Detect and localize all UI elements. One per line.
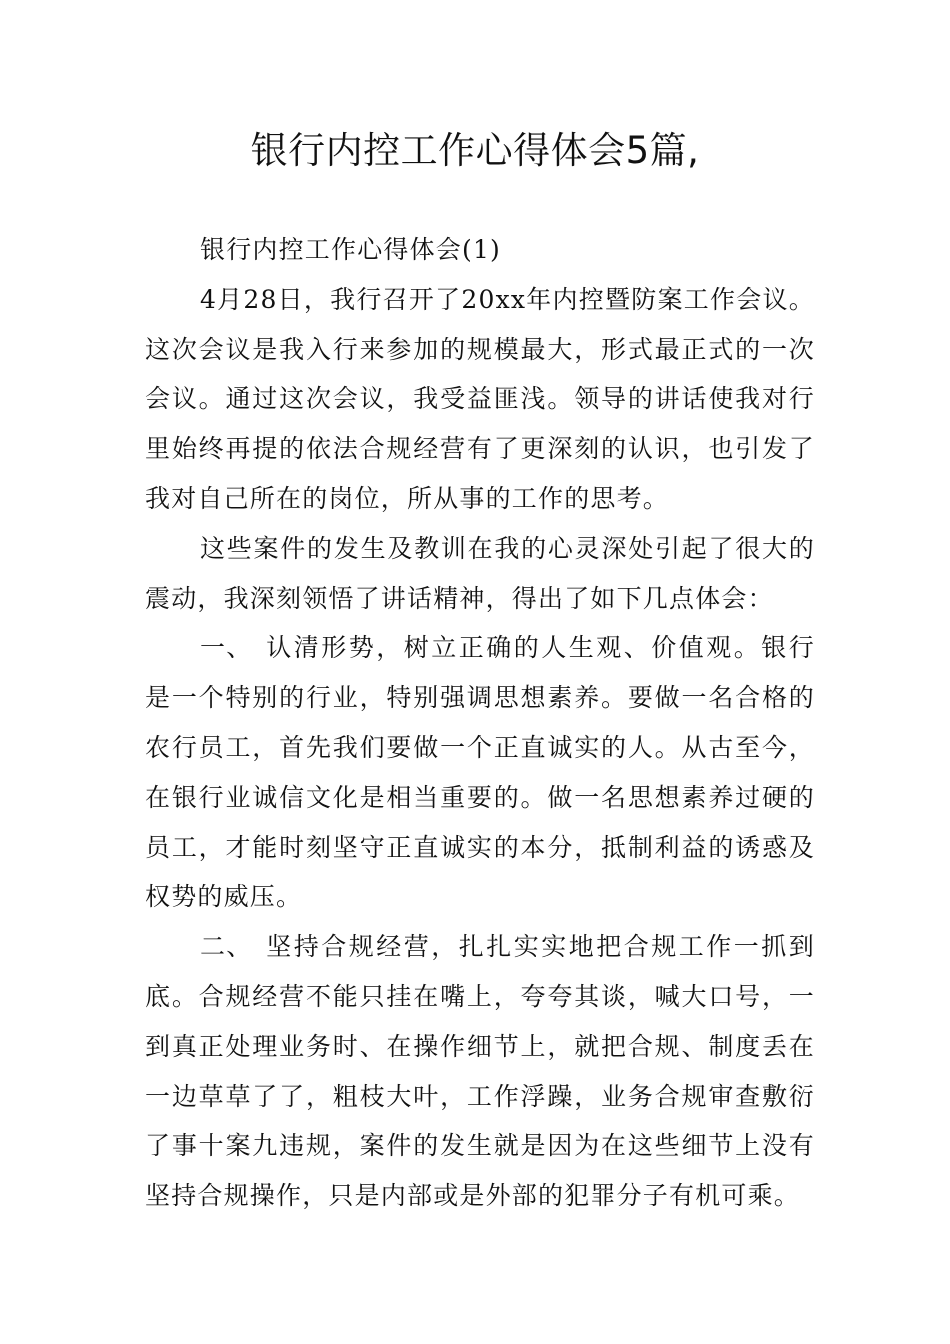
list-item-1 (145, 623, 815, 922)
item-text: 坚持合规经营，扎扎实实地把合规工作一抓到底。合规经营不能只挂在嘴上，夸夸其谈，喊大口号，一到真正处理业务时、在操作细节上，就把合规、制度丢在一边草草了了，粗枝大叶，工作浮躁，业务合规审查敷衍了事十案九违规，案件的发生就是因为在这些细节上没有坚持合规操作，只是内部或是外部的犯罪分子有机可乘。 (145, 932, 815, 1211)
item-number: 一、 (200, 633, 253, 663)
section-heading: 银行内控工作心得体会(1) (200, 235, 502, 264)
item-text: 认清形势，树立正确的人生观、价值观。银行是一个特别的行业，特别强调思想素养。要做一名合格的农行员工，首先我们要做一个正直诚实的人。从古至今，在银行业诚信文化是相当重要的。做一名思想素养过硬的员工，才能时刻坚守正直诚实的本分，抵制利益的诱惑及权势的威压。 (145, 633, 815, 912)
paragraph-2: 这些案件的发生及教训在我的心灵深处引起了很大的震动，我深刻领悟了讲话精神，得出了如下几点体会： (145, 533, 815, 613)
list-item-2 (145, 922, 815, 1221)
item-number: 二、 (200, 932, 253, 962)
document-body (145, 225, 815, 1221)
document-title: 银行内控工作心得体会5篇, (250, 129, 700, 172)
paragraph-1: 4月28日，我行召开了20xx年内控暨防案工作会议。这次会议是我入行来参加的规模最大，形式最正式的一次会议。通过这次会议，我受益匪浅。领导的讲话使我对行里始终再提的依法合规经营有了更深刻的认识，也引发了我对自己所在的岗位，所从事的工作的思考。 (145, 284, 815, 513)
